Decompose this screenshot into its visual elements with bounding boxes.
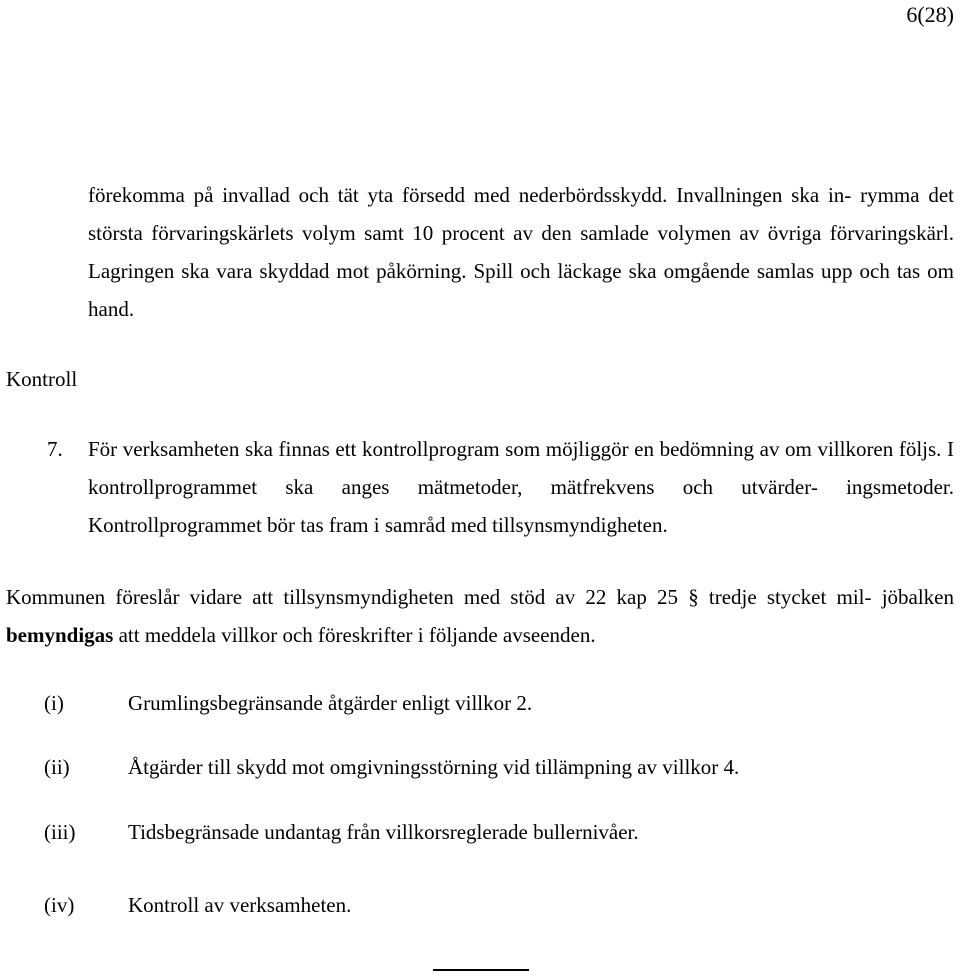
delegation-marker: (ii): [44, 755, 70, 779]
condition-number: 7.: [47, 437, 63, 461]
delegation-text: Tidsbegränsade undantag från villkorsreglerade bullernivåer.: [128, 820, 639, 844]
paragraph-line: förekomma på invallad och tät yta försedd med nederbördsskydd. Invallningen ska in-: [88, 183, 852, 207]
page-number: 6(28): [906, 2, 954, 27]
delegation-text: Åtgärder till skydd mot omgivningsstörning vid tillämpning av villkor 4.: [128, 755, 740, 779]
continued-paragraph: [88, 176, 954, 328]
proposal-paragraph: [6, 578, 954, 654]
delegation-marker: (iv): [44, 893, 75, 917]
delegation-text: Grumlingsbegränsande åtgärder enligt villkor 2.: [128, 691, 533, 715]
paragraph-line: övriga förvaringskärl. Lagringen ska vara skyddad mot påkörning. Spill och läckage: [88, 221, 955, 283]
delegation-marker: (i): [44, 691, 64, 715]
paragraph-line: ska omgående samlas upp och tas om hand.: [88, 259, 955, 321]
end-rule: [433, 969, 529, 971]
paragraph-line: rymma det största förvaringskärlets volym samt 10 procent av den samlade volymen av: [88, 183, 955, 245]
proposal-line-prefix: jöbalken: [881, 585, 954, 609]
condition-line: För verksamheten ska finnas ett kontrollprogram som möjliggör en bedömning av om: [88, 437, 812, 461]
condition-line: ingsmetoder. Kontrollprogrammet bör tas fram i samråd med tillsynsmyndigheten.: [88, 475, 954, 537]
delegation-text: Kontroll av verksamheten.: [128, 893, 352, 917]
section-heading: Kontroll: [6, 367, 78, 391]
proposal-emphasis: bemyndigas: [6, 623, 114, 647]
condition-text: [88, 430, 954, 544]
delegation-marker: (iii): [44, 820, 76, 844]
condition-7: [47, 430, 954, 544]
proposal-line-suffix: att meddela villkor och föreskrifter i följande avseenden.: [113, 623, 596, 647]
condition-line: villkoren följs. I kontrollprogrammet ska anges mätmetoder, mätfrekvens och utvärder-: [88, 437, 954, 499]
proposal-line: Kommunen föreslår vidare att tillsynsmyndigheten med stöd av 22 kap 25 § tredje stycket mil-: [6, 585, 872, 609]
